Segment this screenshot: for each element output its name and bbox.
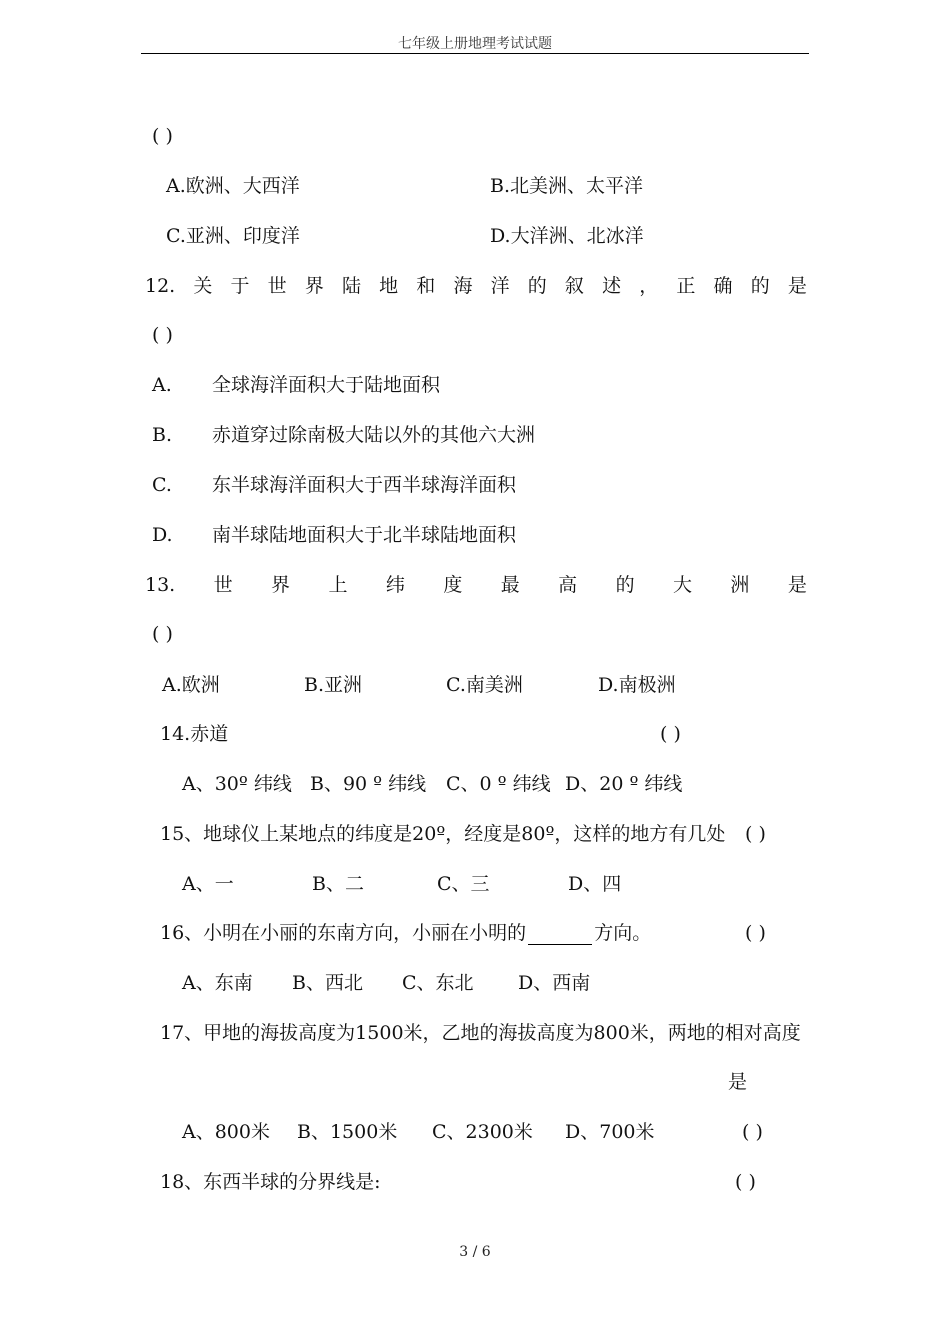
q16-option-a: A、东南 [182,972,253,994]
q12-stem-char: 和 [416,275,436,297]
q14-option-a: A、30º 纬线 [182,773,292,795]
q13-stem-char: 世 [213,574,233,596]
q12-stem-char: 12. [145,275,176,297]
q13-stem-char: 上 [328,574,348,596]
q11-option-a: A.欧洲、大西洋 [166,175,300,197]
q17-stem-tail: 是 [728,1071,748,1093]
q12-stem-char: 界 [304,275,324,297]
q12-answer-paren: ( ) [152,324,173,346]
q12-stem-char: 地 [379,275,399,297]
q18-answer-paren: ( ) [735,1171,756,1193]
q17-stem: 17、甲地的海拔高度为1500米，乙地的海拔高度为800米，两地的相对高度 [160,1022,801,1044]
q11-answer-paren: ( ) [152,125,173,147]
q13-stem-char: 13. [145,574,176,596]
q13-option-d: D.南极洲 [598,674,676,696]
q12-stem-char: 洋 [490,275,510,297]
q12-option-d-label: D. [152,524,173,546]
q16-option-d: D、西南 [518,972,591,994]
q16-option-b: B、西北 [292,972,363,994]
q12-stem-char: 关 [193,275,213,297]
q14-option-b: B、90 º 纬线 [310,773,427,795]
q15-stem: 15、地球仪上某地点的纬度是20º，经度是80º，这样的地方有几处 [160,823,726,845]
q12-stem-char: 的 [750,275,770,297]
q13-option-b: B.亚洲 [304,674,363,696]
q12-stem-char: 于 [230,275,250,297]
q17-option-b: B、1500米 [297,1121,398,1143]
q12-stem-char: 世 [267,275,287,297]
q16-answer-paren: ( ) [745,922,766,944]
q17-answer-paren: ( ) [742,1121,763,1143]
q15-answer-paren: ( ) [745,823,766,845]
q12-stem-char: 的 [527,275,547,297]
q13-stem-char: 最 [500,574,520,596]
q16-stem [160,921,651,945]
q16-stem-after: 方向。 [594,922,652,944]
q12-option-b: 赤道穿过除南极大陆以外的其他六大洲 [212,424,536,446]
q13-answer-paren: ( ) [152,623,173,645]
q17-option-a: A、800米 [182,1121,270,1143]
q16-stem-before: 16、小明在小丽的东南方向，小丽在小明的 [160,922,527,944]
q15-option-b: B、二 [312,873,364,895]
q12-stem-char: 是 [787,275,807,297]
q13-stem [145,573,807,597]
q18-stem: 18、东西半球的分界线是: [160,1171,381,1193]
header-rule [141,53,809,54]
q11-option-c: C.亚洲、印度洋 [166,225,300,247]
q13-stem-char: 度 [443,574,463,596]
q14-option-c: C、0 º 纬线 [446,773,551,795]
q12-stem-char: ， [639,275,659,297]
q13-stem-char: 洲 [730,574,750,596]
q16-option-c: C、东北 [402,972,474,994]
q12-stem-char: 述 [602,275,622,297]
q15-option-d: D、四 [568,873,622,895]
q14-option-d: D、20 º 纬线 [565,773,683,795]
q13-stem-char: 是 [787,574,807,596]
q17-option-c: C、2300米 [432,1121,533,1143]
q12-stem-char: 陆 [341,275,361,297]
q13-stem-char: 纬 [385,574,405,596]
q13-option-c: C.南美洲 [446,674,523,696]
q14-answer-paren: ( ) [660,723,681,745]
q13-stem-char: 界 [271,574,291,596]
q11-option-b: B.北美洲、太平洋 [490,175,644,197]
q12-option-d: 南半球陆地面积大于北半球陆地面积 [212,524,517,546]
q12-stem-char: 叙 [564,275,584,297]
q16-fill-blank[interactable] [528,924,592,945]
q12-stem [145,274,807,298]
q12-stem-char: 确 [713,275,733,297]
q12-stem-char: 海 [453,275,473,297]
q14-stem: 14.赤道 [160,723,229,745]
page-header: 七年级上册地理考试试题 [398,36,552,52]
q12-stem-char: 正 [676,275,696,297]
q15-option-a: A、一 [182,873,234,895]
q13-option-a: A.欧洲 [162,674,220,696]
q12-option-c: 东半球海洋面积大于西半球海洋面积 [212,474,517,496]
q11-option-d: D.大洋洲、北冰洋 [490,225,644,247]
q12-option-c-label: C. [152,474,172,496]
q15-option-c: C、三 [437,873,490,895]
q12-option-b-label: B. [152,424,173,446]
q17-option-d: D、700米 [565,1121,655,1143]
q12-option-a-label: A. [152,374,172,396]
q13-stem-char: 大 [673,574,693,596]
q13-stem-char: 的 [615,574,635,596]
q13-stem-char: 高 [558,574,578,596]
q12-option-a: 全球海洋面积大于陆地面积 [212,374,441,396]
page-number: 3 / 6 [459,1244,491,1260]
